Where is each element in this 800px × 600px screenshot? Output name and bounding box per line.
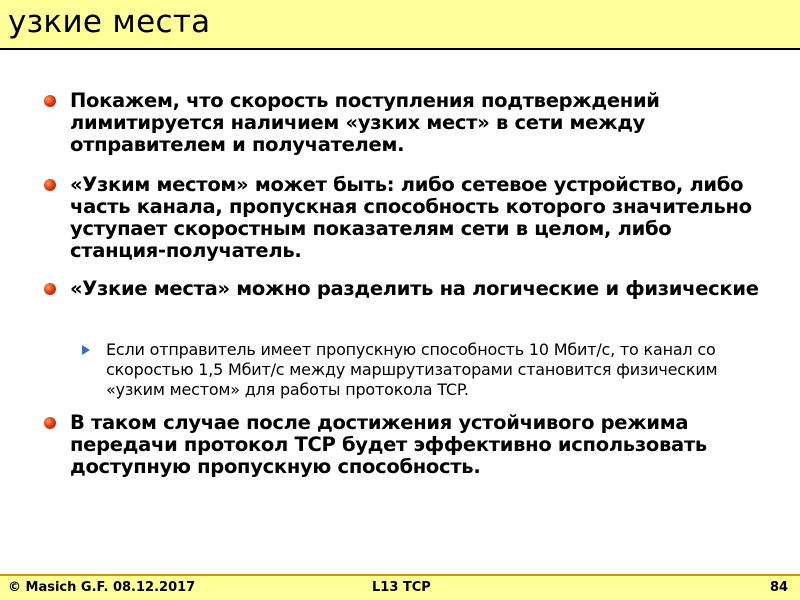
footer-author: © Masich G.F. 08.12.2017 bbox=[8, 580, 196, 595]
bullet-text: В таком случае после достижения устойчивого режима передачи протокол TCP будет эффективно использовать доступную пропускную способность. bbox=[70, 411, 707, 478]
bullet-item bbox=[40, 90, 765, 156]
bullet-dot-icon bbox=[44, 417, 56, 429]
bullet-text: «Узким местом» может быть: либо сетевое устройство, либо часть канала, пропускная способность которого значительно уступает скоростным показателям сети в целом, либо станция-получатель. bbox=[70, 173, 752, 262]
subbullet-item bbox=[80, 340, 770, 400]
slide-title: узкие места bbox=[8, 4, 211, 40]
subbullet-triangle-icon bbox=[82, 345, 90, 355]
bullet-item bbox=[40, 412, 765, 478]
subbullet-text: Если отправитель имеет пропускную способность 10 Мбит/с, то канал со скоростью 1,5 Мбит/с между маршрутизаторами становится физическим «узким местом» для работы протокола TCP. bbox=[106, 340, 718, 399]
bullet-item bbox=[40, 278, 765, 300]
bullet-text: «Узкие места» можно разделить на логические и физические bbox=[70, 277, 759, 300]
bullet-item bbox=[40, 174, 765, 262]
bullet-dot-icon bbox=[44, 179, 56, 191]
footer-lecture: L13 TCP bbox=[372, 580, 431, 595]
title-divider bbox=[0, 48, 800, 50]
footer-divider bbox=[0, 574, 800, 576]
bullet-dot-icon bbox=[44, 283, 56, 295]
bullet-dot-icon bbox=[44, 95, 56, 107]
bullet-text: Покажем, что скорость поступления подтверждений лимитируется наличием «узких мест» в сети между отправителем и получателем. bbox=[70, 89, 660, 156]
page-number: 84 bbox=[770, 580, 789, 595]
